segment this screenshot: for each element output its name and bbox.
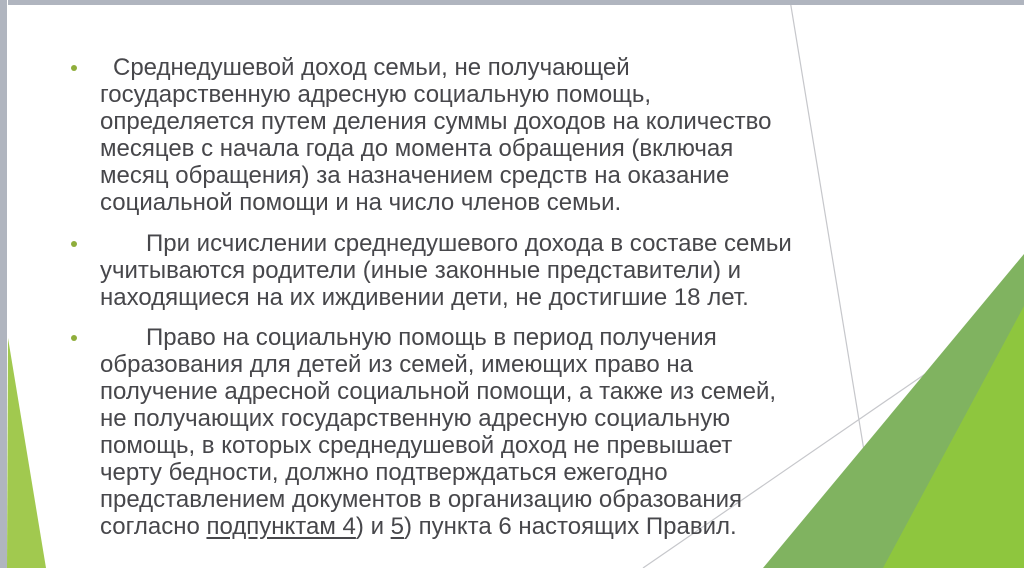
text-line: помощь, в которых среднедушевой доход не превышает bbox=[100, 432, 733, 459]
bullet-dot bbox=[71, 65, 77, 71]
text-line: представлением документов в организацию образования bbox=[100, 486, 743, 513]
text-line bbox=[100, 513, 820, 540]
text-line: Среднедушевой доход семьи, не получающей bbox=[113, 54, 630, 81]
text-line: государственную адресную социальную помощь, bbox=[100, 81, 652, 108]
left-border-bar bbox=[0, 0, 7, 568]
text-line: Право на социальную помощь в период получения bbox=[146, 324, 717, 351]
bullet-dot bbox=[71, 241, 77, 247]
text-line: месяц обращения) за назначением средств на оказание bbox=[100, 162, 730, 189]
text-line: При исчислении среднедушевого дохода в составе семьи bbox=[146, 230, 792, 257]
slide-body-text bbox=[100, 54, 820, 540]
bullet-item-3 bbox=[100, 324, 820, 540]
text-line: черту бедности, должно подтверждаться ежегодно bbox=[100, 459, 668, 486]
text-line: месяцев с начала года до момента обращения (включая bbox=[100, 135, 734, 162]
text-line: социальной помощи и на число членов семьи. bbox=[100, 189, 622, 216]
text-segment: ) пункта 6 настоящих Правил. bbox=[404, 513, 737, 540]
bullet-item-2 bbox=[100, 230, 820, 311]
bullet-dot bbox=[71, 335, 77, 341]
text-line: учитываются родители (иные законные представители) и bbox=[100, 257, 742, 284]
bottom-left-green-triangle bbox=[7, 338, 46, 568]
link-subparagraph-5[interactable]: 5 bbox=[390, 513, 404, 540]
text-line: находящиеся на их иждивении дети, не достигшие 18 лет. bbox=[100, 284, 749, 311]
text-line: не получающих государственную адресную социальную bbox=[100, 405, 731, 432]
text-line: определяется путем деления суммы доходов на количество bbox=[100, 108, 772, 135]
text-segment: ) и bbox=[355, 513, 391, 540]
text-line: образования для детей из семей, имеющих право на bbox=[100, 351, 694, 378]
text-segment: согласно bbox=[100, 513, 207, 540]
bullet-item-1 bbox=[100, 54, 820, 216]
top-border-bar bbox=[8, 0, 1024, 5]
text-line: получение адресной социальной помощи, а также из семей, bbox=[100, 378, 777, 405]
link-subparagraph-4[interactable]: подпунктам 4 bbox=[206, 513, 356, 540]
